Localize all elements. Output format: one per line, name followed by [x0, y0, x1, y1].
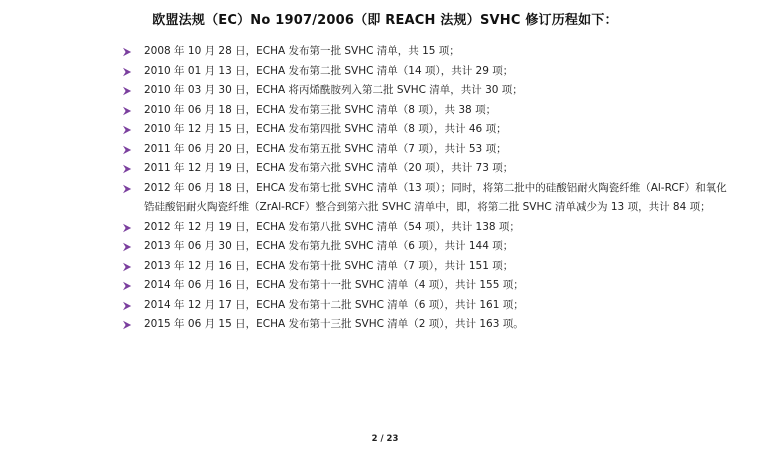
list-item — [120, 81, 730, 101]
list-item-text: 2014 年 12 月 17 日，ECHA 发布第十二批 SVHC 清单（6 项），共计 161 项； — [144, 298, 524, 311]
list-item — [120, 159, 730, 179]
arrowhead-bullet-icon — [122, 242, 132, 252]
list-item — [120, 276, 730, 296]
arrowhead-bullet-icon — [122, 184, 132, 194]
list-item-text: 2010 年 01 月 13 日，ECHA 发布第二批 SVHC 清单（14 项），共计 29 项； — [144, 64, 514, 77]
list-item-text: 2010 年 03 月 30 日，ECHA 将丙烯酰胺列入第二批 SVHC 清单，共计 30 项； — [144, 84, 523, 96]
list-item — [120, 120, 730, 140]
arrowhead-bullet-icon — [122, 281, 132, 291]
svhc-history-list — [120, 42, 730, 335]
arrowhead-bullet-icon — [122, 301, 132, 311]
arrowhead-bullet-icon — [122, 47, 132, 57]
arrowhead-bullet-icon — [122, 320, 132, 330]
list-item-text: 2010 年 06 月 18 日，ECHA 发布第三批 SVHC 清单（8 项），共 38 项； — [144, 103, 497, 116]
document-title: 欧盟法规（EC）No 1907/2006（即 REACH 法规）SVHC 修订历程如下： — [152, 13, 618, 28]
list-item-text: 2013 年 06 月 30 日，ECHA 发布第九批 SVHC 清单（6 项），共计 144 项； — [144, 240, 514, 252]
arrowhead-bullet-icon — [122, 145, 132, 155]
list-item-text: 2013 年 12 月 16 日，ECHA 发布第十批 SVHC 清单（7 项），共计 151 项； — [144, 259, 514, 272]
list-item-text: 2011 年 12 月 19 日，ECHA 发布第六批 SVHC 清单（20 项），共计 73 项； — [144, 162, 514, 174]
list-item — [120, 237, 730, 257]
arrowhead-bullet-icon — [122, 106, 132, 116]
arrowhead-bullet-icon — [122, 223, 132, 233]
list-item — [120, 315, 730, 335]
arrowhead-bullet-icon — [122, 125, 132, 135]
list-item-text: 2011 年 06 月 20 日，ECHA 发布第五批 SVHC 清单（7 项），共计 53 项； — [144, 142, 507, 155]
list-item — [120, 218, 730, 238]
page-number: 2 / 23 — [371, 434, 399, 444]
list-item — [120, 101, 730, 121]
list-item-text: 2012 年 06 月 18 日，EHCA 发布第七批 SVHC 清单（13 项）；同时，将第二批中的硅酸铝耐火陶瓷纤维（Al-RCF）和氧化锆硅酸铝耐火陶瓷纤维（ZrAl-RCF）整合到第六批 SVHC 清单中，即，将第二批 SVHC 清单减少为 13 项，共计 84 项； — [144, 181, 727, 213]
arrowhead-bullet-icon — [122, 67, 132, 77]
arrowhead-bullet-icon — [122, 262, 132, 272]
list-item-text: 2010 年 12 月 15 日，ECHA 发布第四批 SVHC 清单（8 项），共计 46 项； — [144, 123, 507, 135]
list-item — [120, 296, 730, 316]
list-item-text: 2008 年 10 月 28 日，ECHA 发布第一批 SVHC 清单，共 15 项； — [144, 45, 460, 57]
list-item — [120, 140, 730, 160]
list-item-text: 2015 年 06 月 15 日，ECHA 发布第十三批 SVHC 清单（2 项），共计 163 项。 — [144, 318, 524, 330]
list-item — [120, 62, 730, 82]
list-item — [120, 179, 730, 218]
arrowhead-bullet-icon — [122, 86, 132, 96]
list-item — [120, 42, 730, 62]
list-item-text: 2012 年 12 月 19 日，ECHA 发布第八批 SVHC 清单（54 项），共计 138 项； — [144, 220, 520, 233]
list-item — [120, 257, 730, 277]
list-item-text: 2014 年 06 月 16 日，ECHA 发布第十一批 SVHC 清单（4 项），共计 155 项； — [144, 279, 524, 291]
arrowhead-bullet-icon — [122, 164, 132, 174]
